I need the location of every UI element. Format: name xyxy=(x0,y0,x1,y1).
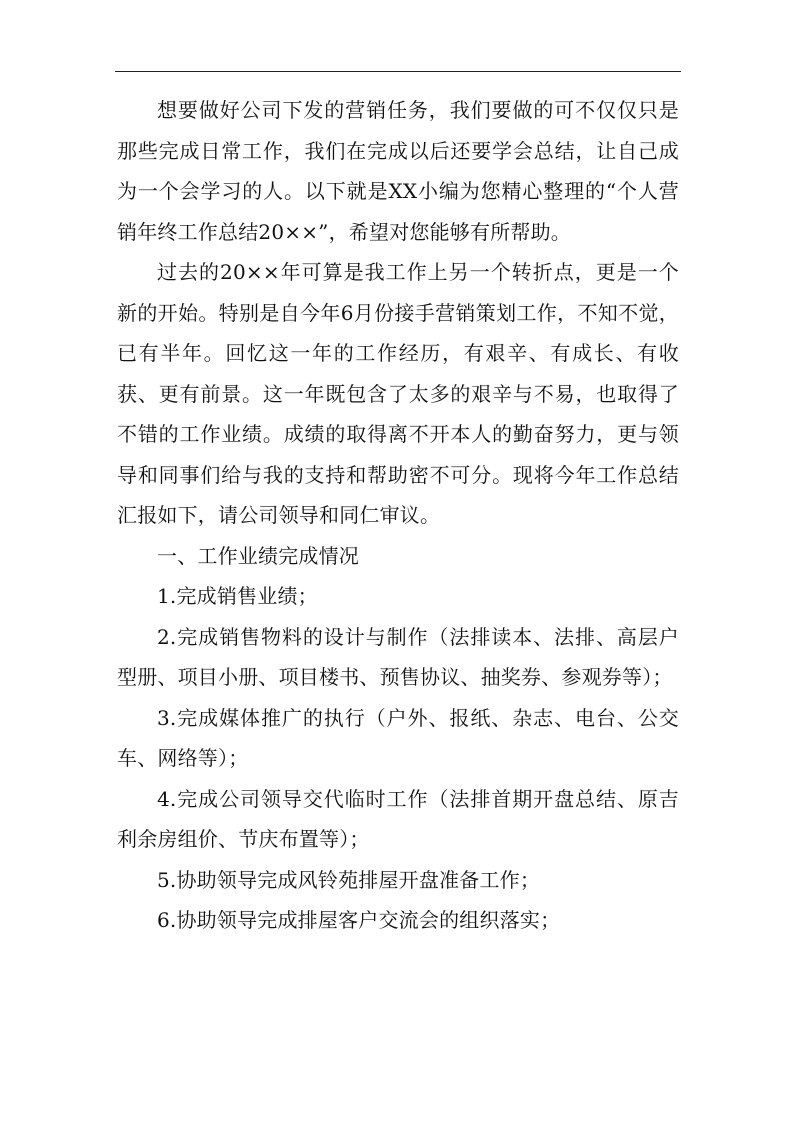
document-body xyxy=(117,90,679,941)
section-heading: 一、工作业绩完成情况 xyxy=(157,543,359,568)
list-item: 4.完成公司领导交代临时工作（法排首期开盘总结、原吉利余房组价、节庆布置等）； xyxy=(117,786,679,851)
review-paragraph: 过去的20××年可算是我工作上另一个转折点，更是一个新的开始。特别是自今年6月份接手营销策划工作，不知不觉，已有半年。回忆这一年的工作经历，有艰辛、有成长、有收获、更有前景。这一年既包含了太多的艰辛与不易，也取得了不错的工作业绩。成绩的取得离不开本人的勤奋努力，更与领导和同事们给与我的支持和帮助密不可分。现将今年工作总结汇报如下，请公司领导和同仁审议。 xyxy=(117,260,679,527)
list-item: 1.完成销售业绩； xyxy=(157,584,318,608)
header-rule xyxy=(115,71,681,72)
intro-paragraph: 想要做好公司下发的营销任务，我们要做的可不仅仅只是那些完成日常工作，我们在完成以后还要学会总结，让自己成为一个会学习的人。以下就是XX小编为您精心整理的“个人营销年终工作总结20××”，希望对您能够有所帮助。 xyxy=(117,98,679,244)
list-item: 3.完成媒体推广的执行（户外、报纸、杂志、电台、公交车、网络等）； xyxy=(117,705,679,770)
list-item: 6.协助领导完成排屋客户交流会的组织落实； xyxy=(157,908,561,932)
list-item: 5.协助领导完成风铃苑排屋开盘准备工作； xyxy=(157,867,541,892)
list-item: 2.完成销售物料的设计与制作（法排读本、法排、高层户型册、项目小册、项目楼书、预售协议、抽奖券、参观券等）； xyxy=(117,624,679,689)
